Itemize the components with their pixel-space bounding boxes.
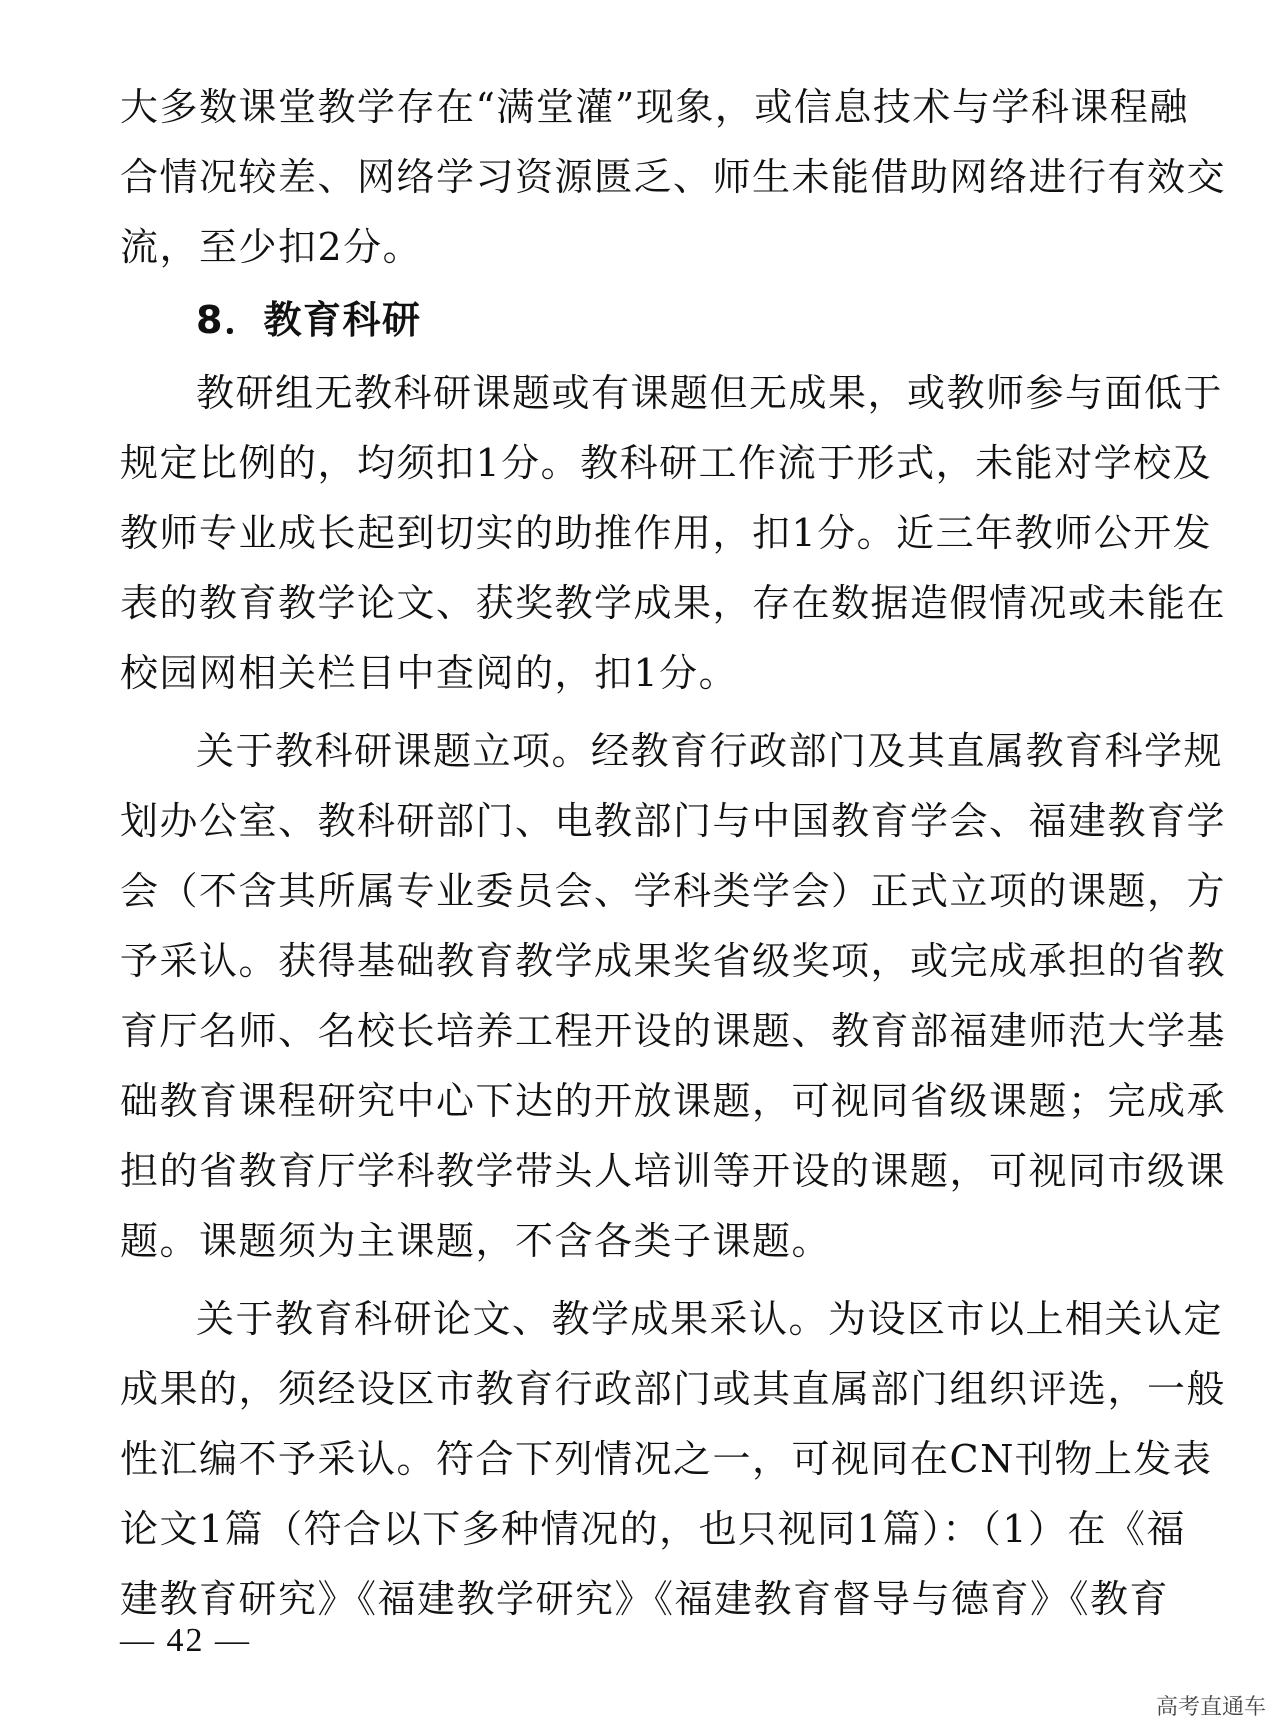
- paragraph-4: [120, 1284, 1227, 1634]
- text-line: 会（不含其所属专业委员会、学科类学会）正式立项的课题，方: [120, 869, 1227, 913]
- text-line: 题。课题须为主课题，不含各类子课题。: [120, 1219, 832, 1263]
- document-body: [120, 72, 1227, 1634]
- text-line: 建教育研究》《福建教学研究》《福建教育督导与德育》《教育: [120, 1577, 1170, 1621]
- text-line: 予采认。获得基础教育教学成果奖省级奖项，或完成承担的省教: [120, 939, 1227, 983]
- text-line: 规定比例的，均须扣1分。教科研工作流于形式，未能对学校及: [120, 441, 1213, 485]
- paragraph-spacer: [120, 708, 1160, 716]
- text-line: 流，至少扣2分。: [120, 225, 423, 269]
- text-line: 担的省教育厅学科教学带头人培训等开设的课题，可视同市级课: [120, 1149, 1227, 1193]
- text-line: 性汇编不予采认。符合下列情况之一，可视同在CN刊物上发表: [120, 1437, 1213, 1481]
- text-line: 划办公室、教科研部门、电教部门与中国教育学会、福建教育学: [120, 799, 1227, 843]
- section-heading: 8．教育科研: [196, 298, 422, 342]
- text-line: 论文1篇（符合以下多种情况的，也只视同1篇）：（1）在《福: [120, 1507, 1187, 1551]
- text-line: 关于教育科研论文、教学成果采认。为设区市以上相关认定: [196, 1297, 1224, 1341]
- paragraph-3: [120, 716, 1227, 1276]
- text-line: 成果的，须经设区市教育行政部门或其直属部门组织评选，一般: [120, 1367, 1227, 1411]
- text-line: 教师专业成长起到切实的助推作用，扣1分。近三年教师公开发: [120, 511, 1213, 555]
- text-line: 校园网相关栏目中查阅的，扣1分。: [120, 651, 739, 695]
- paragraph-2: [120, 358, 1227, 708]
- text-line: 大多数课堂教学存在“满堂灌”现象，或信息技术与学科课程融: [120, 85, 1189, 129]
- watermark-text: 高考直通车: [1155, 1695, 1266, 1720]
- text-line: 础教育课程研究中心下达的开放课题，可视同省级课题；完成承: [120, 1079, 1227, 1123]
- text-line: 育厅名师、名校长培养工程开设的课题、教育部福建师范大学基: [120, 1009, 1227, 1053]
- paragraph-spacer: [120, 1276, 1160, 1284]
- page-number: — 42 —: [120, 1622, 251, 1659]
- text-line: 关于教科研课题立项。经教育行政部门及其直属教育科学规: [196, 729, 1224, 773]
- paragraph-1: [120, 72, 1227, 282]
- text-line: 教研组无教科研课题或有课题但无成果，或教师参与面低于: [196, 371, 1224, 415]
- text-line: 表的教育教学论文、获奖教学成果，存在数据造假情况或未能在: [120, 581, 1227, 625]
- text-line: 合情况较差、网络学习资源匮乏、师生未能借助网络进行有效交: [120, 155, 1227, 199]
